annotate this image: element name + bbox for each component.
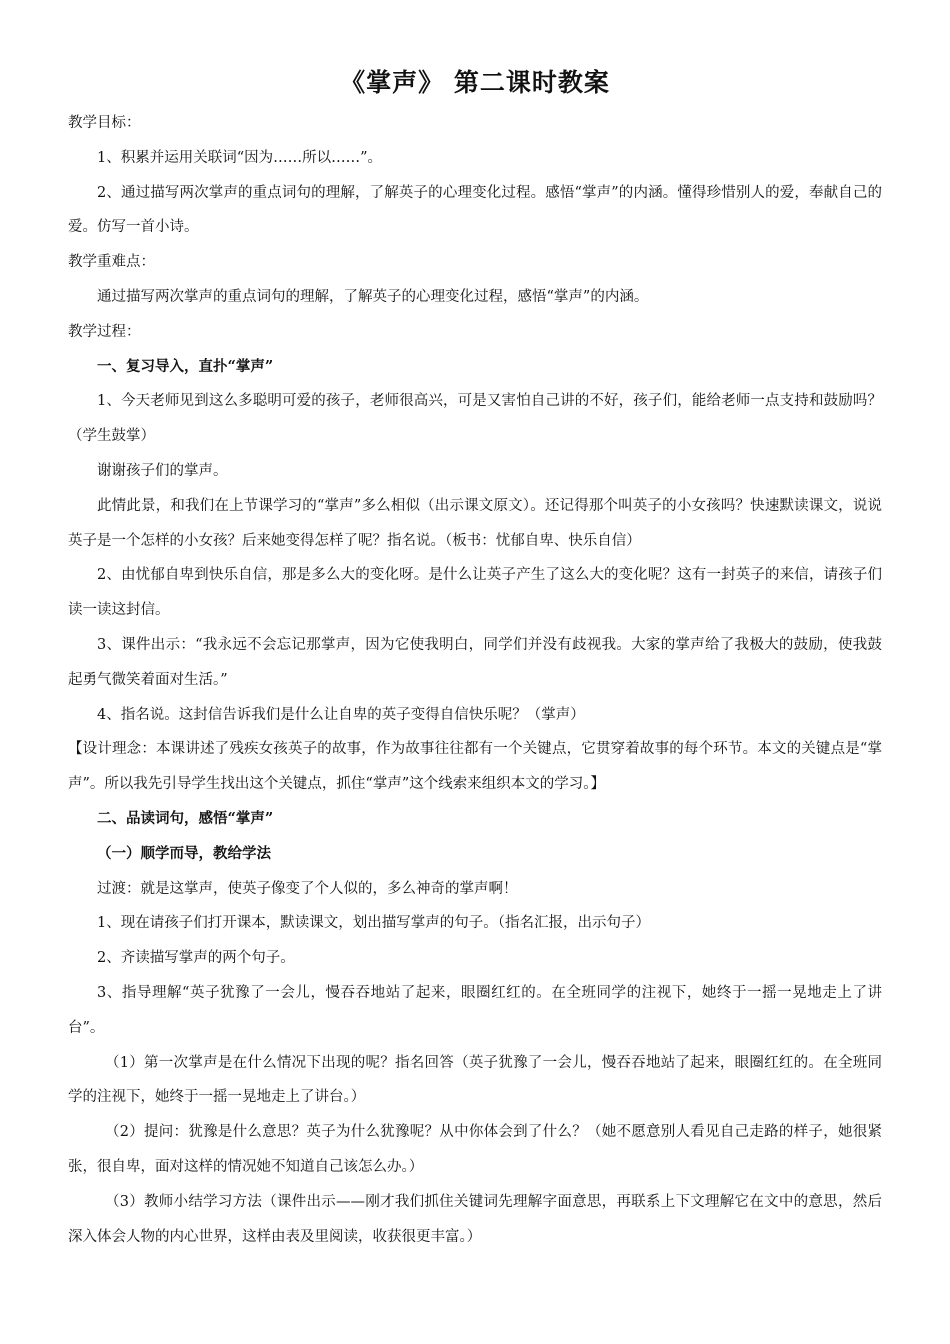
paragraph: 2、通过描写两次掌声的重点词句的理解，了解英子的心理变化过程。感悟“掌声”的内涵。懂得珍惜别人的爱，奉献自己的爱。仿写一首小诗。 [68,184,882,236]
paragraph: 2、齐读描写掌声的两个句子。 [97,950,295,967]
paragraph: （3）教师小结学习方法（课件出示——刚才我们抓住关键词先理解字面意思，再联系上下文理解它在文中的意思，然后深入体会人物的内心世界，这样由表及里阅读，收获很更丰富。） [68,1193,882,1245]
paragraph: 3、指导理解“英子犹豫了一会儿，慢吞吞地站了起来，眼圈红红的。在全班同学的注视下，她终于一摇一晃地走上了讲台”。 [68,984,882,1036]
paragraph: （1）第一次掌声是在什么情况下出现的呢？指名回答（英子犹豫了一会儿，慢吞吞地站了起来，眼圈红红的。在全班同学的注视下，她终于一摇一晃地走上了讲台。） [68,1054,882,1106]
paragraph: 3、课件出示：“我永远不会忘记那掌声，因为它使我明白，同学们并没有歧视我。大家的掌声给了我极大的鼓励，使我鼓起勇气微笑着面对生活。” [68,636,882,688]
section-heading: 二、品读词句，感悟“掌声” [97,809,274,827]
paragraph: 教学过程： [68,323,141,340]
document-title: 《掌声》 第二课时教案 [340,68,610,97]
paragraph: 通过描写两次掌声的重点词句的理解，了解英子的心理变化过程，感悟“掌声”的内涵。 [97,288,649,305]
paragraph: 过渡：就是这掌声，使英子像变了个人似的，多么神奇的掌声啊！ [97,880,518,897]
paragraph: 教学重难点： [68,254,155,271]
document-body [68,106,882,1254]
paragraph: 1、现在请孩子们打开课本，默读课文，划出描写掌声的句子。（指名汇报，出示句子） [97,915,650,932]
paragraph: 1、今天老师见到这么多聪明可爱的孩子，老师很高兴，可是又害怕自己讲的不好，孩子们，能给老师一点支持和鼓励吗？（学生鼓掌） [68,393,882,445]
paragraph: 教学目标： [68,115,141,131]
paragraph: 2、由忧郁自卑到快乐自信，那是多么大的变化呀。是什么让英子产生了这么大的变化呢？这有一封英子的来信，请孩子们读一读这封信。 [68,567,882,619]
section-heading: 一、复习导入，直扑“掌声” [97,357,274,375]
paragraph: 【设计理念：本课讲述了残疾女孩英子的故事，作为故事往往都有一个关键点，它贯穿着故事的每个环节。本文的关键点是“掌声”。所以我先引导学生找出这个关键点，抓住“掌声”这个线索来组织本文的学习。】 [68,741,882,793]
paragraph: 此情此景，和我们在上节课学习的“掌声”多么相似（出示课文原文）。还记得那个叫英子的小女孩吗？快速默读课文，说说英子是一个怎样的小女孩？后来她变得怎样了呢？指名说。（板书：忧郁自卑、快乐自信） [68,497,882,549]
paragraph: 4、指名说。这封信告诉我们是什么让自卑的英子变得自信快乐呢？（掌声） [97,706,585,723]
paragraph: 谢谢孩子们的掌声。 [97,462,228,479]
section-heading: （一）顺学而导，教给学法 [97,844,271,862]
paragraph: 1、积累并运用关联词“因为……所以……”。 [97,149,383,166]
paragraph: （2）提问：犹豫是什么意思？英子为什么犹豫呢？从中你体会到了什么？（她不愿意别人看见自己走路的样子，她很紧张，很自卑，面对这样的情况她不知道自己该怎么办。） [68,1124,882,1175]
